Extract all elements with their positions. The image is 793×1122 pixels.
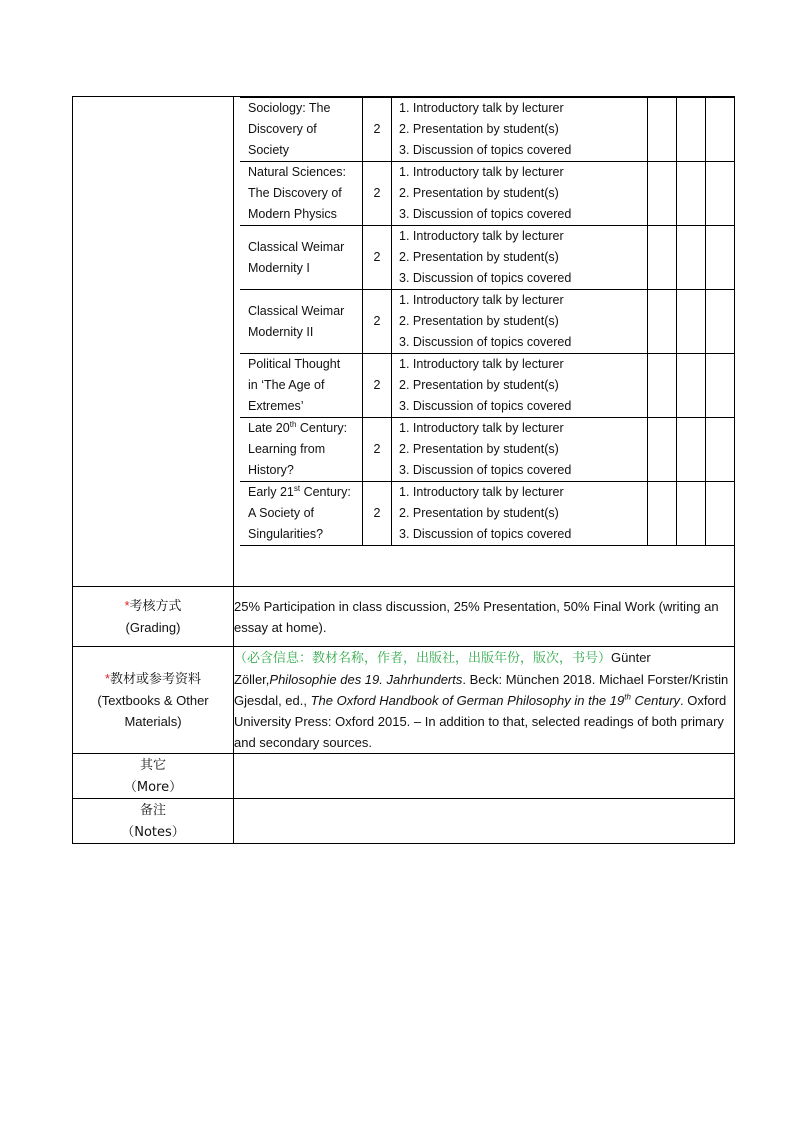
method-line: 3. Discussion of topics covered (399, 527, 572, 541)
topic-line (248, 482, 362, 503)
textbooks-label-en-1: (Textbooks & Other (97, 693, 209, 708)
grading-label-en: (Grading) (125, 620, 181, 635)
topic-line: Natural Sciences: (248, 165, 346, 179)
topic-line: A Society of (248, 506, 315, 520)
empty-cell (677, 162, 706, 226)
topic-line: Learning from (248, 442, 326, 456)
textbooks-label (73, 647, 234, 754)
topic-line: History? (248, 463, 294, 477)
empty-cell (706, 290, 735, 354)
grading-row (73, 587, 735, 647)
method-line: 3. Discussion of topics covered (399, 335, 572, 349)
grading-text: 25% Participation in class discussion, 25% Presentation, 50% Final Work (writing an essay at home). (234, 587, 735, 647)
empty-cell (677, 482, 706, 546)
notes-label-cn: 备注 (139, 803, 166, 818)
schedule-table (240, 97, 734, 546)
topic-line: Sociology: The (248, 101, 331, 115)
textbooks-label-en-2: Materials) (124, 714, 182, 729)
topic-line: Modernity I (248, 260, 310, 275)
topic-line: Discovery of (248, 122, 317, 136)
notes-label-en: （Notes） (121, 825, 185, 840)
required-star: * (124, 598, 130, 613)
method-line: 1. Introductory talk by lecturer (399, 421, 564, 435)
method-line: 1. Introductory talk by lecturer (399, 165, 564, 179)
schedule-table-row (240, 162, 734, 226)
topic-line: Classical Weimar (248, 239, 345, 254)
schedule-table-row (240, 354, 734, 418)
hours-cell: 2 (363, 418, 392, 482)
schedule-label-cell (73, 97, 234, 587)
schedule-table-row (240, 482, 734, 546)
textbooks-part2: . Beck: München 2018. Michael Forster/Kristin Gjesdal, ed., (234, 672, 729, 708)
topic-line: Extremes’ (248, 399, 304, 413)
hours-cell: 2 (363, 354, 392, 418)
topic-line: Singularities? (248, 527, 324, 541)
topic-line: The Discovery of (248, 186, 342, 200)
more-label-cn: 其它 (139, 758, 166, 773)
grading-label (73, 587, 234, 647)
method-line: 2. Presentation by student(s) (399, 314, 559, 328)
textbooks-text (234, 647, 735, 754)
method-line: 2. Presentation by student(s) (399, 506, 559, 520)
method-line: 1. Introductory talk by lecturer (399, 101, 564, 115)
more-row (73, 754, 735, 799)
topic-superscript: st (293, 483, 301, 493)
topic-cell (240, 290, 363, 354)
schedule-table-row (240, 418, 734, 482)
method-line: 2. Presentation by student(s) (399, 250, 559, 264)
course-outline-page (72, 96, 735, 844)
schedule-row (73, 97, 735, 587)
empty-cell (677, 226, 706, 290)
more-value (234, 754, 735, 799)
empty-cell (648, 354, 677, 418)
empty-cell (706, 162, 735, 226)
course-outline-table (72, 96, 735, 844)
teaching-method-cell (392, 98, 648, 162)
hours-cell: 2 (363, 290, 392, 354)
method-line: 1. Introductory talk by lecturer (399, 485, 564, 499)
notes-row (73, 799, 735, 844)
textbook-title-1: Philosophie des 19. Jahrhunderts (269, 672, 463, 687)
textbook-title-2-pre: The Oxford Handbook of German Philosophy in the 19 (310, 693, 625, 708)
empty-cell (677, 98, 706, 162)
textbooks-part3: . Oxford University Press: Oxford 2015. – In addition to that, selected readings of both primary and secondary sources. (234, 693, 727, 750)
empty-cell (648, 418, 677, 482)
empty-cell (648, 162, 677, 226)
teaching-method-cell (392, 290, 648, 354)
topic-text: Early 21 (248, 485, 294, 499)
empty-cell (706, 98, 735, 162)
topic-text: Century: (296, 421, 348, 435)
textbooks-label-cn: 教材或参考资料 (110, 672, 202, 687)
empty-cell (648, 226, 677, 290)
topic-text: Century: (300, 485, 351, 499)
schedule-table-row (240, 226, 734, 290)
required-star: * (104, 671, 111, 686)
method-line: 3. Discussion of topics covered (399, 207, 572, 221)
topic-line: Modernity II (248, 324, 314, 339)
topic-cell (240, 482, 363, 546)
empty-cell (677, 354, 706, 418)
teaching-method-cell (392, 226, 648, 290)
grading-label-cn: 考核方式 (129, 599, 182, 614)
notes-label (73, 799, 234, 844)
topic-line: in ‘The Age of (248, 378, 325, 392)
topic-line: Society (248, 143, 289, 157)
method-line: 2. Presentation by student(s) (399, 378, 559, 392)
topic-line (248, 418, 362, 439)
more-label (73, 754, 234, 799)
method-line: 2. Presentation by student(s) (399, 442, 559, 456)
textbook-title-2-post: Century (630, 693, 681, 708)
empty-cell (648, 98, 677, 162)
method-line: 2. Presentation by student(s) (399, 122, 559, 136)
topic-cell (240, 162, 363, 226)
empty-cell (677, 418, 706, 482)
topic-line: Modern Physics (248, 207, 337, 221)
empty-cell (706, 482, 735, 546)
empty-cell (648, 482, 677, 546)
method-line: 2. Presentation by student(s) (399, 186, 559, 200)
textbook-title-2 (311, 693, 680, 708)
topic-cell (240, 226, 363, 290)
hours-cell: 2 (363, 482, 392, 546)
topic-cell (240, 354, 363, 418)
notes-value (234, 799, 735, 844)
textbook-title-2-sup: th (624, 692, 631, 702)
topic-cell (240, 98, 363, 162)
method-line: 3. Discussion of topics covered (399, 143, 572, 157)
method-line: 1. Introductory talk by lecturer (399, 293, 564, 307)
teaching-method-cell (392, 482, 648, 546)
teaching-method-cell (392, 354, 648, 418)
method-line: 3. Discussion of topics covered (399, 271, 572, 285)
topic-text: Late 20 (248, 421, 290, 435)
schedule-cell (234, 97, 735, 587)
hours-cell: 2 (363, 226, 392, 290)
empty-cell (677, 290, 706, 354)
schedule-table-row (240, 98, 734, 162)
more-label-en: （More） (123, 780, 183, 795)
empty-cell (706, 226, 735, 290)
topic-cell (240, 418, 363, 482)
teaching-method-cell (392, 418, 648, 482)
textbooks-row (73, 647, 735, 754)
hours-cell: 2 (363, 162, 392, 226)
topic-superscript: th (289, 419, 297, 429)
method-line: 1. Introductory talk by lecturer (399, 229, 564, 243)
textbooks-hint: （必含信息：教材名称，作者，出版社，出版年份，版次，书号） (234, 651, 612, 666)
method-line: 3. Discussion of topics covered (399, 399, 572, 413)
method-line: 1. Introductory talk by lecturer (399, 357, 564, 371)
method-line: 3. Discussion of topics covered (399, 463, 572, 477)
textbooks-part1: Günter Zöller, (234, 650, 651, 687)
teaching-method-cell (392, 162, 648, 226)
empty-cell (706, 354, 735, 418)
schedule-table-row (240, 290, 734, 354)
topic-line: Political Thought (248, 357, 341, 371)
topic-line: Classical Weimar (248, 303, 345, 318)
empty-cell (648, 290, 677, 354)
empty-cell (706, 418, 735, 482)
hours-cell: 2 (363, 98, 392, 162)
